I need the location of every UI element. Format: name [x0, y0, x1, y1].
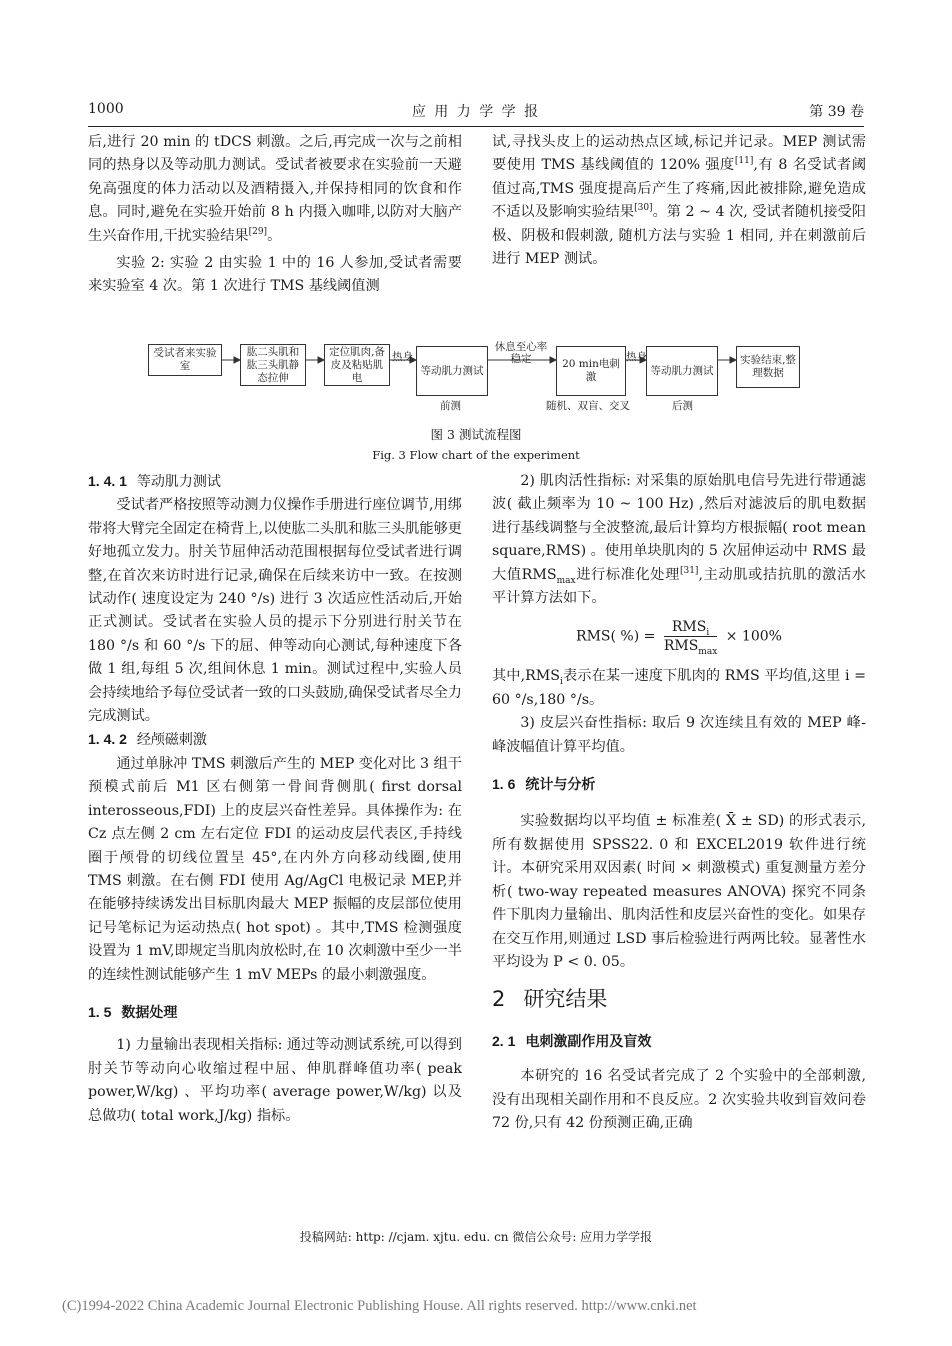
flow-box-isokinetic-pre: 等动肌力测试	[416, 346, 488, 396]
section-heading: 2. 1 电刺激副作用及盲效	[492, 1032, 652, 1049]
paragraph: 试,寻找头皮上的运动热点区域,标记并记录。MEP 测试需要使用 TMS 基线阈值的 120% 强度[11],有 8 名受试者阈值过高,TMS 强度提高后产生了疼痛,因此被排除,避免造成不适以及影响实验结果[30]。第 2 ~ 4 次, 受试者随机接受阳极、阴极和假刺激, 随机方法与实验 1 相同, 并在刺激前后进行 MEP 测试。	[492, 134, 867, 268]
rms-formula: RMS( %) = $\frac{RMS_i}{RMS_{max}}$ × 100%	[576, 619, 782, 658]
journal-title: 应 用 力 学 学 报	[411, 104, 541, 120]
figure-caption-en: Fig. 3 Flow chart of the experiment	[372, 448, 580, 462]
paragraph: 受试者严格按照等动测力仪操作手册进行座位调节,用绑带将大臂完全固定在椅背上,以使肱二头肌和肱三头肌能够更好地孤立发力。肘关节屈伸活动范围根据每位受试者进行调整,在首次来访时进行记录,确保在后续来访中一致。在按测试动作( 速度设定为 240 °/s) 进行 3 次适应性活动后,开始正式测试。受试者在实验人员的提示下分别进行肘关节在 180 °/s 和 60 °/s 下的屈、伸等动向心测试,每种速度下各做 1 组,每组 5 次,组间休息 1 min。测试过程中,实验人员会持续地给予每位受试者一致的口头鼓励,确保受试者尽全力完成测试。	[88, 497, 462, 725]
page-footer: 投稿网站: http: //cjam. xjtu. edu. cn 微信公众号: 应用力学学报	[299, 1230, 653, 1244]
flow-box-stimulation: 20 min电刺激	[556, 346, 626, 396]
flow-box-arrive: 受试者来实验室	[148, 344, 222, 376]
left-bottom-column	[88, 470, 462, 1128]
flow-box-stretch: 肱二头肌和肱三头肌静态拉伸	[240, 344, 306, 386]
section-heading-main: 2 研究结果	[492, 987, 608, 1012]
flow-box-electrode: 定位肌肉,备皮及粘贴肌电	[324, 344, 390, 386]
copyright-notice: (C)1994-2022 China Academic Journal Electronic Publishing House. All rights reserved. http://www.cnki.net	[62, 1298, 697, 1314]
section-heading: 1. 4. 2 经颅磁刺激	[88, 731, 207, 749]
section-heading: 1. 4. 1 等动肌力测试	[88, 473, 221, 490]
section-heading: 1. 5 数据处理	[88, 1003, 178, 1020]
label-posttest: 后测	[672, 400, 693, 412]
flow-box-isokinetic-post: 等动肌力测试	[646, 346, 718, 396]
label-randomized: 随机、双盲、交叉	[546, 400, 630, 412]
right-bottom-column	[492, 470, 866, 1135]
page-number: 1000	[88, 101, 124, 117]
flow-box-finish: 实验结束,整理数据	[736, 346, 800, 388]
left-top-column	[88, 131, 462, 299]
arrow-label-warmup: 热身	[626, 351, 647, 363]
paragraph: 其中$,RMS_i$表示在某一速度下肌肉的 RMS 平均值,这里 i = 60 °/s,180 °/s。	[492, 668, 866, 708]
paragraph: 实验 2: 实验 2 由实验 1 中的 16 人参加,受试者需要来实验室 4 次。第 1 次进行 TMS 基线阈值测	[88, 255, 462, 295]
paragraph: 2) 肌肉活性指标: 对采集的原始肌电信号先进行带通滤波( 截止频率为 10 ~ 100 Hz) ,然后对滤波后的肌电数据进行基线调整与全波整流,最后计算均方根振幅( root mean square,RMS) 。使用单块肌肉的 5 次屈伸运动中 RMS 最大值$RMS_{max}$进行标准化处理[31],主动肌或拮抗肌的激活水平计算方法如下。	[492, 473, 866, 607]
paragraph: 3) 皮层兴奋性指标: 取后 9 次连续且有效的 MEP 峰-峰波幅值计算平均值。	[492, 715, 866, 755]
volume-label: 第 39 卷	[809, 104, 864, 120]
paragraph: 1) 力量输出表现相关指标: 通过等动测试系统,可以得到肘关节等动向心收缩过程中屈、伸肌群峰值功率( peak power,W/kg) 、平均功率( average power,W/kg) 以及总做功( total work,J/kg) 指标。	[88, 1037, 462, 1124]
paragraph: 实验数据均以平均值 ± 标准差( X̄ ± SD) 的形式表示,所有数据使用 SPSS22. 0 和 EXCEL2019 软件进行统计。本研究采用双因素( 时间 × 刺激模式) 重复测量方差分析( two-way repeated measures ANOVA) 探究不同条件下肌肉力量输出、肌肉活性和皮层兴奋性的变化。如果存在交互作用,则通过 LSD 事后检验进行两两比较。显著性水平均设为 P < 0. 05。	[492, 813, 866, 970]
paragraph: 后,进行 20 min 的 tDCS 刺激。之后,再完成一次与之前相同的热身以及等动肌力测试。受试者被要求在实验前一天避免高强度的体力活动以及酒精摄入,并保持相同的饮食和作息。同时,避免在实验开始前 8 h 内摄入咖啡,以防对大脑产生兴奋作用,干扰实验结果[29]。	[88, 134, 462, 244]
figure-caption-cn: 图 3 测试流程图	[430, 427, 522, 442]
right-top-column	[492, 131, 866, 271]
header-rule	[88, 126, 864, 127]
arrow-label-warmup: 热身	[392, 351, 413, 363]
paragraph: 本研究的 16 名受试者完成了 2 个实验中的全部刺激,没有出现相关副作用和不良反应。2 次实验共收到盲效问卷 72 份,只有 42 份预测正确,正确	[492, 1068, 866, 1131]
section-heading: 1. 6 统计与分析	[492, 776, 596, 793]
paragraph: 通过单脉冲 TMS 刺激后产生的 MEP 变化对比 3 组干预模式前后 M1 区右侧第一骨间背侧肌( first dorsal interosseous,FDI) 上的皮层兴奋性差异。具体操作为: 在 Cz 点左侧 2 cm 左右定位 FDI 的运动皮层代表区,手持线圈于颅骨的切线位置呈 45°,在内外方向移动线圈,使用 TMS 刺激。在右侧 FDI 使用 Ag/AgCl 电极记录 MEP,并在能够持续诱发出目标肌肉最大 MEP 振幅的皮层部位使用记号笔标记为运动热点( hot spot) 。其中,TMS 检测强度设置为 1 mV,即规定当肌肉放松时,在 10 次刺激中至少一半的连续性测试能够产生 1 mV MEPs 的最小刺激强度。	[88, 755, 462, 983]
arrow-label-rest: 休息至心率稳定	[494, 341, 548, 365]
label-pretest: 前测	[440, 400, 461, 412]
